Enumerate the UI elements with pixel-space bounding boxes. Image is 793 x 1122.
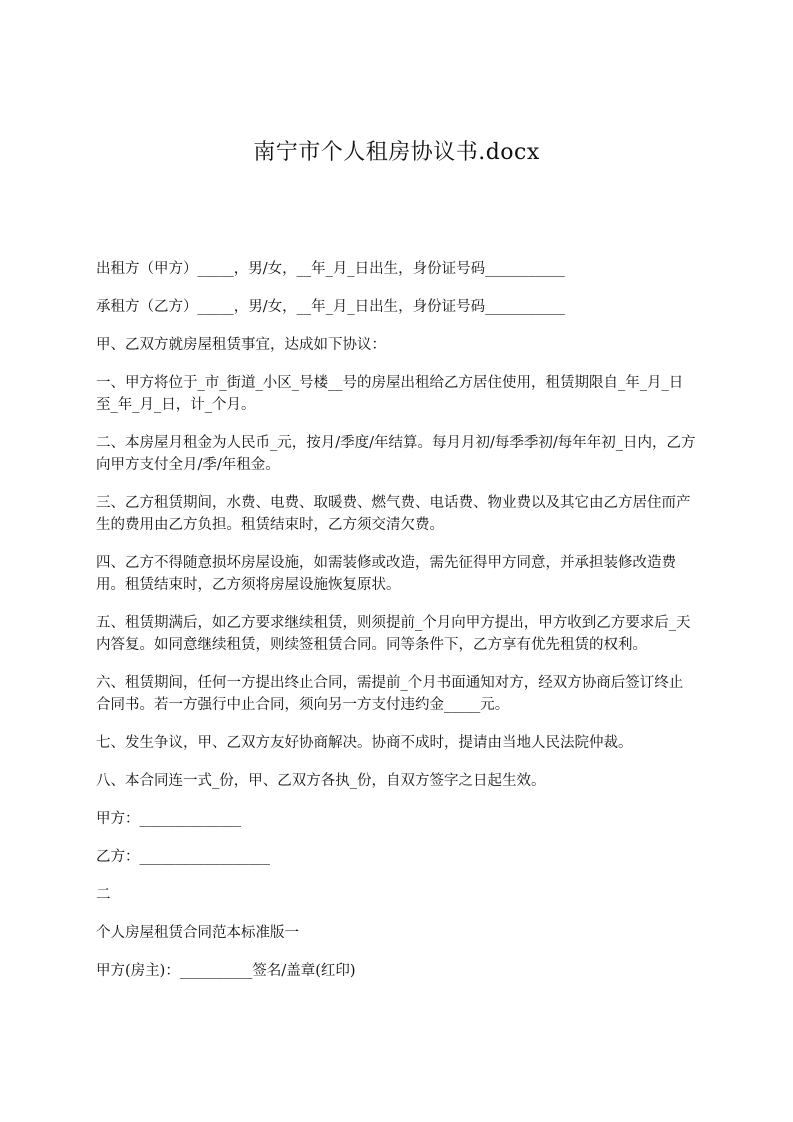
party-b-signature-line: 乙方：__________________ — [96, 849, 270, 865]
landlord-signature-line: 甲方(房主)：__________签名/盖章(红印) — [96, 963, 356, 979]
party-a-line: 出租方（甲方）_____，男/女，__年_月_日出生，身份证号码___________ — [96, 261, 565, 277]
document-body — [96, 258, 696, 998]
clause-8: 八、本合同连一式_份，甲、乙双方各执_份，自双方签字之日起生效。 — [96, 773, 546, 789]
document-title: 南宁市个人租房协议书.docx — [253, 140, 540, 165]
party-b-line: 承租方（乙方）_____，男/女，__年_月_日出生，身份证号码___________ — [96, 299, 565, 315]
party-a-signature-line: 甲方：______________ — [96, 811, 241, 827]
clause-1: 一、甲方将位于_市_街道_小区_号楼__号的房屋出租给乙方居住使用，租赁期限自_年_月_日至_年_月_日，计_个月。 — [96, 375, 684, 413]
clause-4: 四、乙方不得随意损坏房屋设施，如需装修或改造，需先征得甲方同意，并承担装修改造费用。租赁结束时，乙方须将房屋设施恢复原状。 — [96, 555, 676, 593]
clause-2: 二、本房屋月租金为人民币_元，按月/季度/年结算。每月月初/每季季初/每年年初_日内，乙方向甲方支付全月/季/年租金。 — [96, 435, 696, 473]
clause-3: 三、乙方租赁期间，水费、电费、取暖费、燃气费、电话费、物业费以及其它由乙方居住而产生的费用由乙方负担。租赁结束时，乙方须交清欠费。 — [96, 495, 691, 533]
clause-5: 五、租赁期满后，如乙方要求继续租赁，则须提前_个月向甲方提出，甲方收到乙方要求后_天内答复。如同意继续租赁，则续签租赁合同。同等条件下，乙方享有优先租赁的权利。 — [96, 615, 691, 653]
section-number: 二 — [96, 887, 111, 903]
agreement-intro: 甲、乙双方就房屋租赁事宜，达成如下协议： — [96, 337, 386, 353]
clause-6: 六、租赁期间，任何一方提出终止合同，需提前_个月书面通知对方，经双方协商后签订终止合同书。若一方强行中止合同，须向另一方支付违约金_____元。 — [96, 675, 684, 713]
template-heading: 个人房屋租赁合同范本标准版一 — [96, 925, 299, 941]
clause-7: 七、发生争议，甲、乙双方友好协商解决。协商不成时，提请由当地人民法院仲裁。 — [96, 735, 633, 751]
